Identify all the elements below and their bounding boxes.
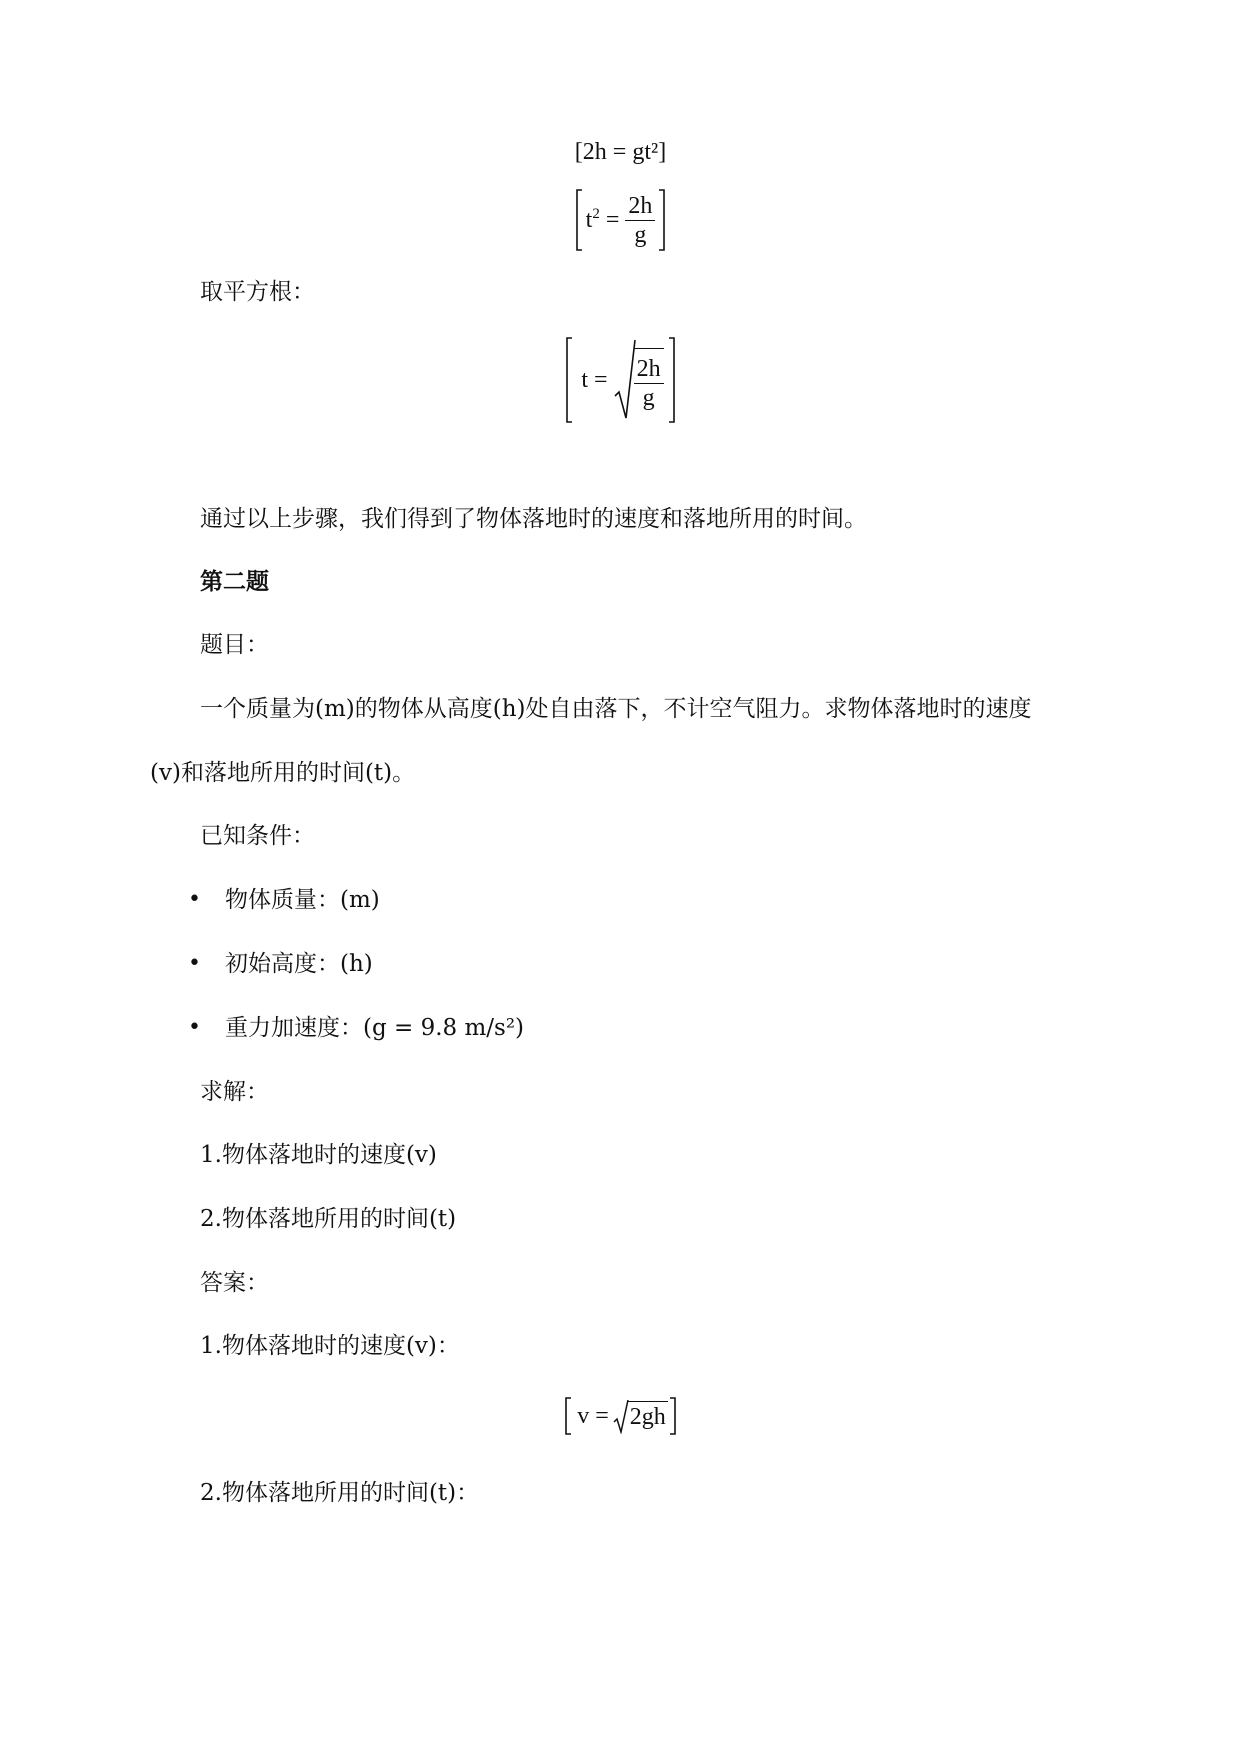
section-heading: 第二题 <box>200 569 269 595</box>
equation-t-sqrt: t = $\frac{2h}{g}$ <box>0 336 1241 431</box>
solve-item-time: 2.物体落地所用的时间(t) <box>200 1206 457 1232</box>
list-item: 重力加速度：(g = 9.8 m/s²) <box>225 1015 525 1041</box>
sqrt-symbol <box>614 338 636 422</box>
list-item: 初始高度：(h) <box>225 951 373 977</box>
left-bracket <box>563 336 575 424</box>
bullet-icon: • <box>188 951 201 976</box>
left-bracket <box>563 1396 573 1436</box>
right-bracket <box>668 1396 678 1436</box>
answer-item-time: 2.物体落地所用的时间(t)： <box>200 1480 480 1506</box>
conclusion-text: 通过以上步骤，我们得到了物体落地时的速度和落地所用的时间。 <box>200 506 867 532</box>
equation-v-sqrt-2gh: v = 2gh <box>0 1396 1241 1443</box>
left-bracket <box>574 188 584 252</box>
bullet-icon: • <box>188 887 201 912</box>
equation-2h-gt2: [2h = gt²] <box>574 139 667 165</box>
fraction-2h-over-g: $\frac{2h}{g}$ <box>625 192 655 249</box>
right-bracket <box>666 336 678 424</box>
sqrt-step-label: 取平方根： <box>200 279 315 305</box>
solve-item-velocity: 1.物体落地时的速度(v) <box>200 1142 437 1168</box>
fraction-2h-over-g: $\frac{2h}{g}$ <box>634 348 664 412</box>
equation-t-squared: $t^2$ = $\frac{2h}{g}$ <box>0 188 1241 259</box>
right-bracket <box>657 188 667 252</box>
answer-label: 答案： <box>200 1270 269 1296</box>
bullet-icon: • <box>188 1015 201 1040</box>
sqrt-symbol <box>613 1398 629 1434</box>
problem-label: 题目： <box>200 632 269 658</box>
solve-label: 求解： <box>200 1079 269 1105</box>
list-item: 物体质量：(m) <box>225 887 380 913</box>
known-label: 已知条件： <box>200 823 315 849</box>
answer-item-velocity: 1.物体落地时的速度(v)： <box>200 1333 460 1359</box>
problem-text-line1: 一个质量为(m)的物体从高度(h)处自由落下，不计空气阻力。求物体落地时的速度 <box>200 696 1032 722</box>
problem-text-line2: (v)和落地所用的时间(t)。 <box>150 760 416 786</box>
